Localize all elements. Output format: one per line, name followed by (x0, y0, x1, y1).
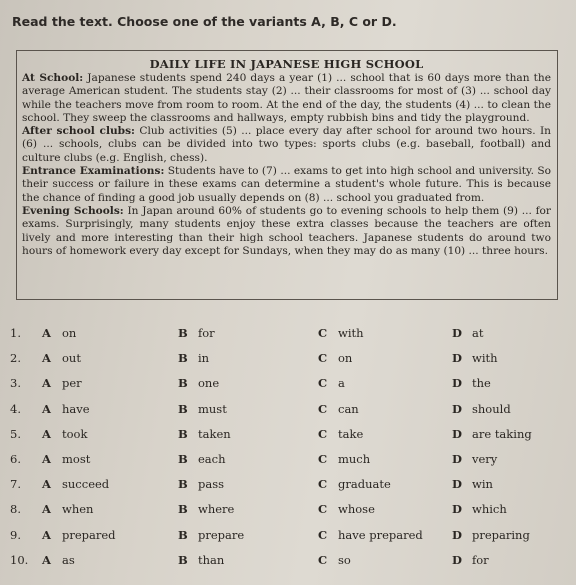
option-text: on (62, 326, 77, 340)
question-number: 5. (10, 426, 21, 441)
question-number: 10. (10, 552, 29, 567)
option-row (10, 477, 570, 502)
option-letter: A (42, 527, 51, 542)
option-b[interactable] (178, 452, 226, 466)
option-letter: B (178, 326, 188, 340)
option-c[interactable] (318, 427, 363, 441)
option-letter: B (178, 401, 188, 416)
option-d[interactable] (452, 452, 497, 466)
option-b[interactable] (178, 553, 224, 567)
option-letter: C (318, 502, 328, 517)
option-a[interactable] (42, 452, 90, 466)
option-letter: D (452, 401, 462, 416)
option-text: have (62, 401, 90, 416)
option-d[interactable] (452, 351, 498, 365)
paragraph-body: In Japan around 60% of students go to evening schools to help them (9) ... for exams. Surprisingly, many students enjoy these extra classes because the teachers are often lively and more interesting than their high school teachers. Japanese students do around two hours of homework every day except for Sundays, when they may do as many (10) ... three hours. (22, 204, 551, 257)
option-d[interactable] (452, 528, 530, 542)
option-letter: B (178, 502, 188, 517)
option-letter: D (452, 426, 462, 441)
option-row (10, 452, 570, 477)
option-letter: A (42, 351, 51, 366)
option-c[interactable] (318, 402, 359, 416)
option-text: are taking (472, 426, 532, 441)
question-number: 2. (10, 351, 21, 366)
option-row (10, 427, 570, 452)
text-title: DAILY LIFE IN JAPANESE HIGH SCHOOL (149, 57, 424, 71)
paragraph-heading: After school clubs: (22, 125, 135, 138)
option-text: preparing (472, 527, 530, 542)
option-letter: D (452, 527, 462, 542)
option-letter: D (452, 326, 462, 340)
option-letter: D (452, 502, 462, 517)
option-c[interactable] (318, 477, 391, 491)
paragraph-entrance-examinations (22, 165, 551, 205)
option-letter: B (178, 552, 188, 567)
option-c[interactable] (318, 452, 370, 466)
paragraph-heading: Entrance Examinations: (22, 165, 165, 178)
option-a[interactable] (42, 553, 75, 567)
option-row (10, 553, 570, 578)
option-text: took (62, 426, 88, 441)
option-text: where (198, 502, 235, 517)
option-text: at (472, 326, 484, 340)
option-b[interactable] (178, 427, 231, 441)
option-text: whose (338, 502, 375, 517)
paragraph-body: Japanese students spend 240 days a year (1) ... school that is 60 days more than the average American student. The students stay (2) ... their classrooms for most of (3) ... school day while the teachers move from room to room. At the end of the day, the students (4) ... to clean the school. They sweep the classrooms and hallways, empty rubbish bins and tidy the playground. (22, 72, 551, 124)
option-letter: C (318, 326, 328, 340)
option-b[interactable] (178, 502, 234, 516)
answer-options-table (10, 326, 570, 578)
option-c[interactable] (318, 376, 345, 390)
question-number: 9. (10, 527, 21, 542)
option-letter: D (452, 451, 462, 466)
option-a[interactable] (42, 326, 76, 340)
option-letter: A (42, 477, 51, 492)
option-letter: B (178, 527, 188, 542)
option-text: one (198, 376, 220, 391)
option-letter: A (42, 451, 51, 466)
option-d[interactable] (452, 502, 507, 516)
option-row (10, 351, 570, 376)
option-text: very (472, 451, 498, 466)
option-a[interactable] (42, 477, 109, 491)
option-row (10, 402, 570, 427)
option-d[interactable] (452, 376, 491, 390)
question-number: 6. (10, 451, 21, 466)
option-text: with (338, 326, 364, 340)
option-text: for (472, 552, 489, 567)
question-number: 1. (10, 326, 21, 340)
option-d[interactable] (452, 477, 493, 491)
paragraph-heading: At School: (22, 72, 84, 84)
option-text: as (62, 552, 75, 567)
option-text: a (338, 376, 345, 391)
option-letter: A (42, 376, 51, 391)
option-letter: C (318, 527, 328, 542)
option-text: in (198, 351, 210, 366)
option-letter: B (178, 451, 188, 466)
question-number: 3. (10, 376, 21, 391)
option-row (10, 528, 570, 553)
option-a[interactable] (42, 402, 90, 416)
option-text: so (338, 552, 351, 567)
question-number: 8. (10, 502, 21, 517)
question-number: 4. (10, 401, 21, 416)
option-text: per (62, 376, 82, 391)
reading-text-box (16, 50, 558, 300)
paragraph-at-school (22, 72, 551, 125)
option-text: on (338, 351, 353, 366)
option-a[interactable] (42, 528, 116, 542)
option-letter: A (42, 502, 51, 517)
option-a[interactable] (42, 376, 82, 390)
option-letter: A (42, 426, 51, 441)
option-text: much (338, 451, 371, 466)
paragraph-after-school-clubs (22, 125, 551, 165)
option-text: should (472, 401, 511, 416)
paragraph-evening-schools (22, 205, 551, 258)
option-text: taken (198, 426, 231, 441)
option-letter: C (318, 477, 328, 492)
option-c[interactable] (318, 553, 351, 567)
option-letter: C (318, 401, 328, 416)
option-text: have prepared (338, 527, 423, 542)
option-text: the (472, 376, 491, 391)
option-b[interactable] (178, 477, 224, 491)
option-c[interactable] (318, 326, 364, 340)
option-text: graduate (338, 477, 391, 492)
option-text: which (472, 502, 507, 517)
option-text: prepare (198, 527, 245, 542)
option-row (10, 326, 570, 351)
option-c[interactable] (318, 351, 352, 365)
option-d[interactable] (452, 553, 489, 567)
option-letter: A (42, 552, 51, 567)
option-text: must (198, 401, 227, 416)
option-text: prepared (62, 527, 116, 542)
option-letter: B (178, 351, 188, 366)
option-a[interactable] (42, 427, 87, 441)
option-row (10, 376, 570, 401)
option-d[interactable] (452, 326, 483, 340)
paragraph-body: Club activities (5) ... place every day after school for around two hours. In (6) ... schools, clubs can be divided into two types: sports clubs (e.g. baseball, football) and culture clubs (e.g. English, chess). (22, 125, 551, 164)
task-instruction: Read the text. Choose one of the variants A, B, C or D. (12, 14, 397, 29)
paragraph-body: Students have to (7) ... exams to get into high school and university. So their success or failure in these exams can determine a student's whole future. This is because the chance of finding a good job usually depends on (8) ... school you graduated from. (22, 165, 552, 204)
option-letter: C (318, 552, 328, 567)
option-d[interactable] (452, 402, 511, 416)
option-row (10, 502, 570, 527)
option-b[interactable] (178, 351, 209, 365)
option-a[interactable] (42, 351, 81, 365)
option-letter: A (42, 401, 51, 416)
option-text: most (62, 451, 91, 466)
option-text: can (338, 401, 359, 416)
option-c[interactable] (318, 528, 423, 542)
option-c[interactable] (318, 502, 375, 516)
option-text: win (472, 477, 493, 492)
option-text: than (198, 552, 225, 567)
option-letter: C (318, 351, 328, 366)
option-letter: B (178, 376, 188, 391)
option-letter: B (178, 477, 188, 492)
option-letter: D (452, 477, 462, 492)
option-a[interactable] (42, 502, 93, 516)
option-text: out (62, 351, 81, 366)
option-b[interactable] (178, 402, 227, 416)
option-letter: C (318, 426, 328, 441)
question-number: 7. (10, 477, 21, 492)
option-text: pass (198, 477, 225, 492)
option-letter: D (452, 351, 462, 366)
option-letter: C (318, 376, 328, 391)
option-letter: D (452, 552, 462, 567)
option-text: with (472, 351, 498, 366)
option-b[interactable] (178, 376, 219, 390)
option-letter: A (42, 326, 51, 340)
option-text: take (338, 426, 364, 441)
option-text: each (198, 451, 226, 466)
option-b[interactable] (178, 528, 244, 542)
option-b[interactable] (178, 326, 215, 340)
option-text: succeed (62, 477, 110, 492)
option-letter: C (318, 451, 328, 466)
paragraph-heading: Evening Schools: (22, 204, 124, 217)
option-text: when (62, 502, 94, 517)
option-d[interactable] (452, 427, 532, 441)
option-letter: D (452, 376, 462, 391)
option-letter: B (178, 426, 188, 441)
option-text: for (198, 326, 215, 340)
